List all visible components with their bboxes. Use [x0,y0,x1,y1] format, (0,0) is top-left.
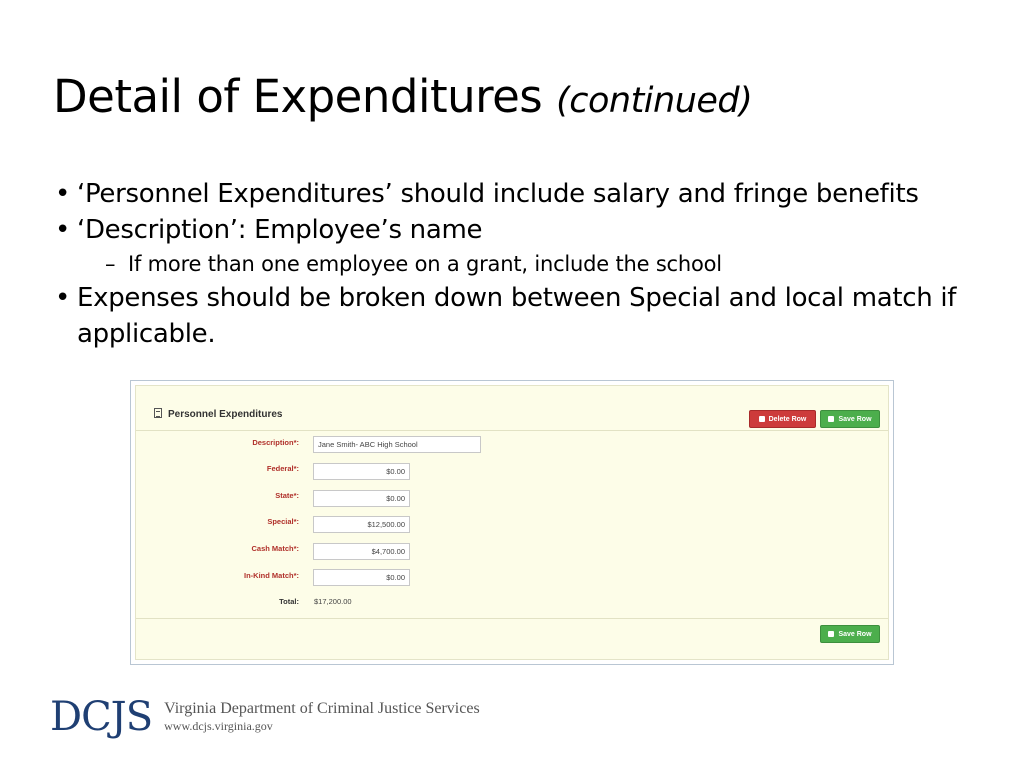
save-row-button-bottom[interactable] [820,625,880,643]
state-input[interactable]: $0.00 [313,490,410,507]
total-label: Total: [279,597,299,606]
delete-row-label: Delete Row [768,415,807,423]
cash-match-label: Cash Match*: [251,544,299,553]
federal-label: Federal*: [266,464,299,473]
panel-title-text: Personnel Expenditures [168,409,283,420]
save-row-label: Save Row [838,415,872,423]
document-list-icon [154,408,162,418]
sub-bullet-item: – If more than one employee on a grant, include the school [55,248,1015,280]
state-label: State*: [275,491,299,500]
dcjs-logo-text [164,700,480,734]
org-name: Virginia Department of Criminal Justice Services [164,700,480,717]
dcjs-logo [50,695,480,739]
save-row-button[interactable] [820,410,880,428]
bullet-item: • ‘Description’: Employee’s name [55,212,1015,248]
delete-row-button[interactable] [749,410,816,428]
slide-title [53,70,752,123]
bullet-item: • Expenses should be broken down between Special and local match if applicable. [55,280,1015,352]
panel-footer-divider [136,618,888,619]
org-url: www.dcjs.virginia.gov [164,719,273,733]
special-label: Special*: [267,517,299,526]
dcjs-logo-mark: DCJS [50,694,153,740]
total-value: $17,200.00 [314,597,352,606]
save-icon [828,631,834,637]
slide-title-main: Detail of Expenditures [53,70,543,123]
save-icon [828,416,834,422]
description-label: Description*: [252,438,299,447]
panel-header [136,386,888,431]
federal-input[interactable]: $0.00 [313,463,410,480]
special-input[interactable]: $12,500.00 [313,516,410,533]
bullet-item: • ‘Personnel Expenditures’ should include salary and fringe benefits [55,176,1015,212]
trash-icon [759,416,765,422]
save-row-bottom-label: Save Row [838,630,872,638]
embedded-screenshot [130,380,894,665]
personnel-expenditures-panel [135,385,889,660]
panel-title [154,408,282,420]
slide-title-suffix: (continued) [556,81,753,121]
in-kind-match-label: In-Kind Match*: [244,571,299,580]
bullet-list [55,176,1015,352]
cash-match-input[interactable]: $4,700.00 [313,543,410,560]
description-input[interactable]: Jane Smith- ABC High School [313,436,481,453]
in-kind-match-input[interactable]: $0.00 [313,569,410,586]
